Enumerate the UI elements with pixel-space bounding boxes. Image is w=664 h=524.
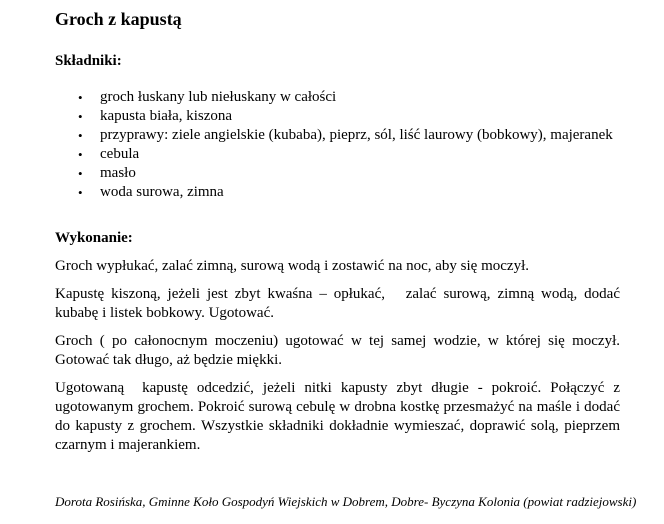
preparation-paragraph	[55, 332, 620, 370]
bullet-icon: •	[78, 128, 83, 143]
ingredient-item	[55, 126, 620, 145]
ingredient-text: cebula	[100, 146, 140, 162]
paragraph-line: Kapustę kiszoną, jeżeli jest zbyt kwaśna – opłukać, zalać surową, zimną wodą, dodać	[55, 286, 620, 302]
paragraph-line: do kapusty z grochem. Wszystkie składniki dokładnie wymieszać, doprawić solą, pieprzem	[55, 418, 620, 434]
ingredient-text: kapusta biała, kiszona	[100, 108, 233, 124]
ingredient-item	[55, 164, 620, 183]
preparation-paragraphs	[55, 257, 620, 455]
attribution-line: Dorota Rosińska, Gminne Koło Gospodyń Wiejskich w Dobrem, Dobre- Byczyna Kolonia (powiat radziejowski)	[55, 494, 637, 509]
ingredient-item	[55, 145, 620, 164]
bullet-icon: •	[78, 90, 83, 105]
ingredient-text: woda surowa, zimna	[100, 184, 224, 200]
paragraph-line: czarnym i majerankiem.	[55, 437, 201, 453]
ingredient-item	[55, 88, 620, 107]
ingredient-item	[55, 107, 620, 126]
ingredients-heading: Składniki:	[55, 53, 122, 69]
recipe-title: Groch z kapustą	[55, 9, 182, 29]
preparation-paragraph	[55, 257, 620, 276]
bullet-icon: •	[78, 109, 83, 124]
paragraph-line: Groch wypłukać, zalać zimną, surową wodą i zostawić na noc, aby się moczył.	[55, 258, 529, 274]
ingredients-list	[55, 88, 620, 202]
paragraph-line: Ugotowaną kapustę odcedzić, jeżeli nitki kapusty zbyt długie - pokroić. Połączyć z	[55, 380, 620, 396]
preparation-heading: Wykonanie:	[55, 230, 133, 246]
preparation-paragraph	[55, 379, 620, 455]
paragraph-line: kubabę i listek bobkowy. Ugotować.	[55, 305, 274, 321]
bullet-icon: •	[78, 185, 83, 200]
bullet-icon: •	[78, 147, 83, 162]
ingredient-text: groch łuskany lub niełuskany w całości	[100, 89, 337, 105]
paragraph-line: Groch ( po całonocnym moczeniu) ugotować w tej samej wodzie, w której się moczył.	[55, 333, 620, 349]
ingredient-text: masło	[100, 165, 136, 181]
paragraph-line: Gotować tak długo, aż będzie miękki.	[55, 352, 283, 368]
ingredient-text: przyprawy: ziele angielskie (kubaba), pieprz, sól, liść laurowy (bobkowy), majeranek	[100, 127, 613, 143]
bullet-icon: •	[78, 166, 83, 181]
preparation-paragraph	[55, 285, 620, 323]
paragraph-line: ugotowanym grochem. Pokroić surową cebulę w drobna kostkę przesmażyć na maśle i dodać	[55, 399, 620, 415]
ingredient-item	[55, 183, 620, 202]
